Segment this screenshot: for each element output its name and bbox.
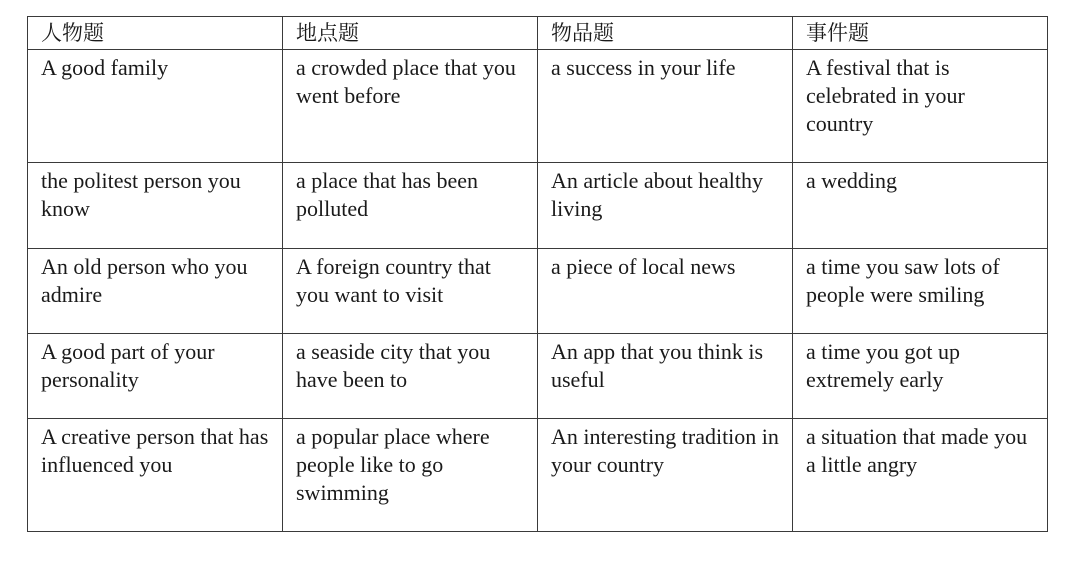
header-cell-places: 地点题	[283, 17, 538, 50]
cell-text: A good family	[41, 55, 169, 80]
cell-text: An interesting tradition in your country	[551, 424, 779, 477]
cell-text: a time you got up extremely early	[806, 339, 960, 392]
table-cell	[538, 163, 793, 249]
table-cell	[538, 334, 793, 419]
header-cell-objects: 物品题	[538, 17, 793, 50]
cell-text: a situation that made you a little angry	[806, 424, 1028, 477]
table-cell	[283, 50, 538, 163]
table-cell	[283, 249, 538, 334]
cell-text: a crowded place that you went before	[296, 55, 516, 108]
table-cell	[28, 419, 283, 532]
table-row	[28, 419, 1048, 532]
cell-text: A foreign country that you want to visit	[296, 254, 491, 307]
header-row	[28, 17, 1048, 50]
cell-text: An article about healthy living	[551, 168, 763, 221]
table-cell	[28, 163, 283, 249]
table-cell	[28, 50, 283, 163]
table-cell	[28, 334, 283, 419]
table-cell	[793, 334, 1048, 419]
header-cell-people: 人物题	[28, 17, 283, 50]
header-cell-events: 事件题	[793, 17, 1048, 50]
table-row	[28, 249, 1048, 334]
cell-text: a seaside city that you have been to	[296, 339, 491, 392]
cell-text: the politest person you know	[41, 168, 241, 221]
table-row	[28, 334, 1048, 419]
table-cell	[793, 419, 1048, 532]
cell-text: A creative person that has influenced you	[41, 424, 269, 477]
table-row	[28, 50, 1048, 163]
table-cell	[283, 163, 538, 249]
topic-sheet	[27, 16, 1047, 532]
table-cell	[28, 249, 283, 334]
cell-text: A good part of your personality	[41, 339, 215, 392]
table-cell	[538, 419, 793, 532]
cell-text: a piece of local news	[551, 254, 736, 279]
cell-text: a popular place where people like to go swimming	[296, 424, 490, 505]
table-cell	[283, 334, 538, 419]
table-cell	[793, 249, 1048, 334]
table-cell	[793, 50, 1048, 163]
cell-text: a success in your life	[551, 55, 736, 80]
table-cell	[283, 419, 538, 532]
cell-text: An old person who you admire	[41, 254, 248, 307]
cell-text: A festival that is celebrated in your country	[806, 55, 965, 136]
cell-text: a time you saw lots of people were smiling	[806, 254, 1000, 307]
cell-text: a place that has been polluted	[296, 168, 479, 221]
table-cell	[793, 163, 1048, 249]
cell-text: a wedding	[806, 168, 898, 193]
topic-table	[27, 16, 1048, 532]
cell-text: An app that you think is useful	[551, 339, 764, 392]
table-cell	[538, 249, 793, 334]
table-cell	[538, 50, 793, 163]
table-row	[28, 163, 1048, 249]
